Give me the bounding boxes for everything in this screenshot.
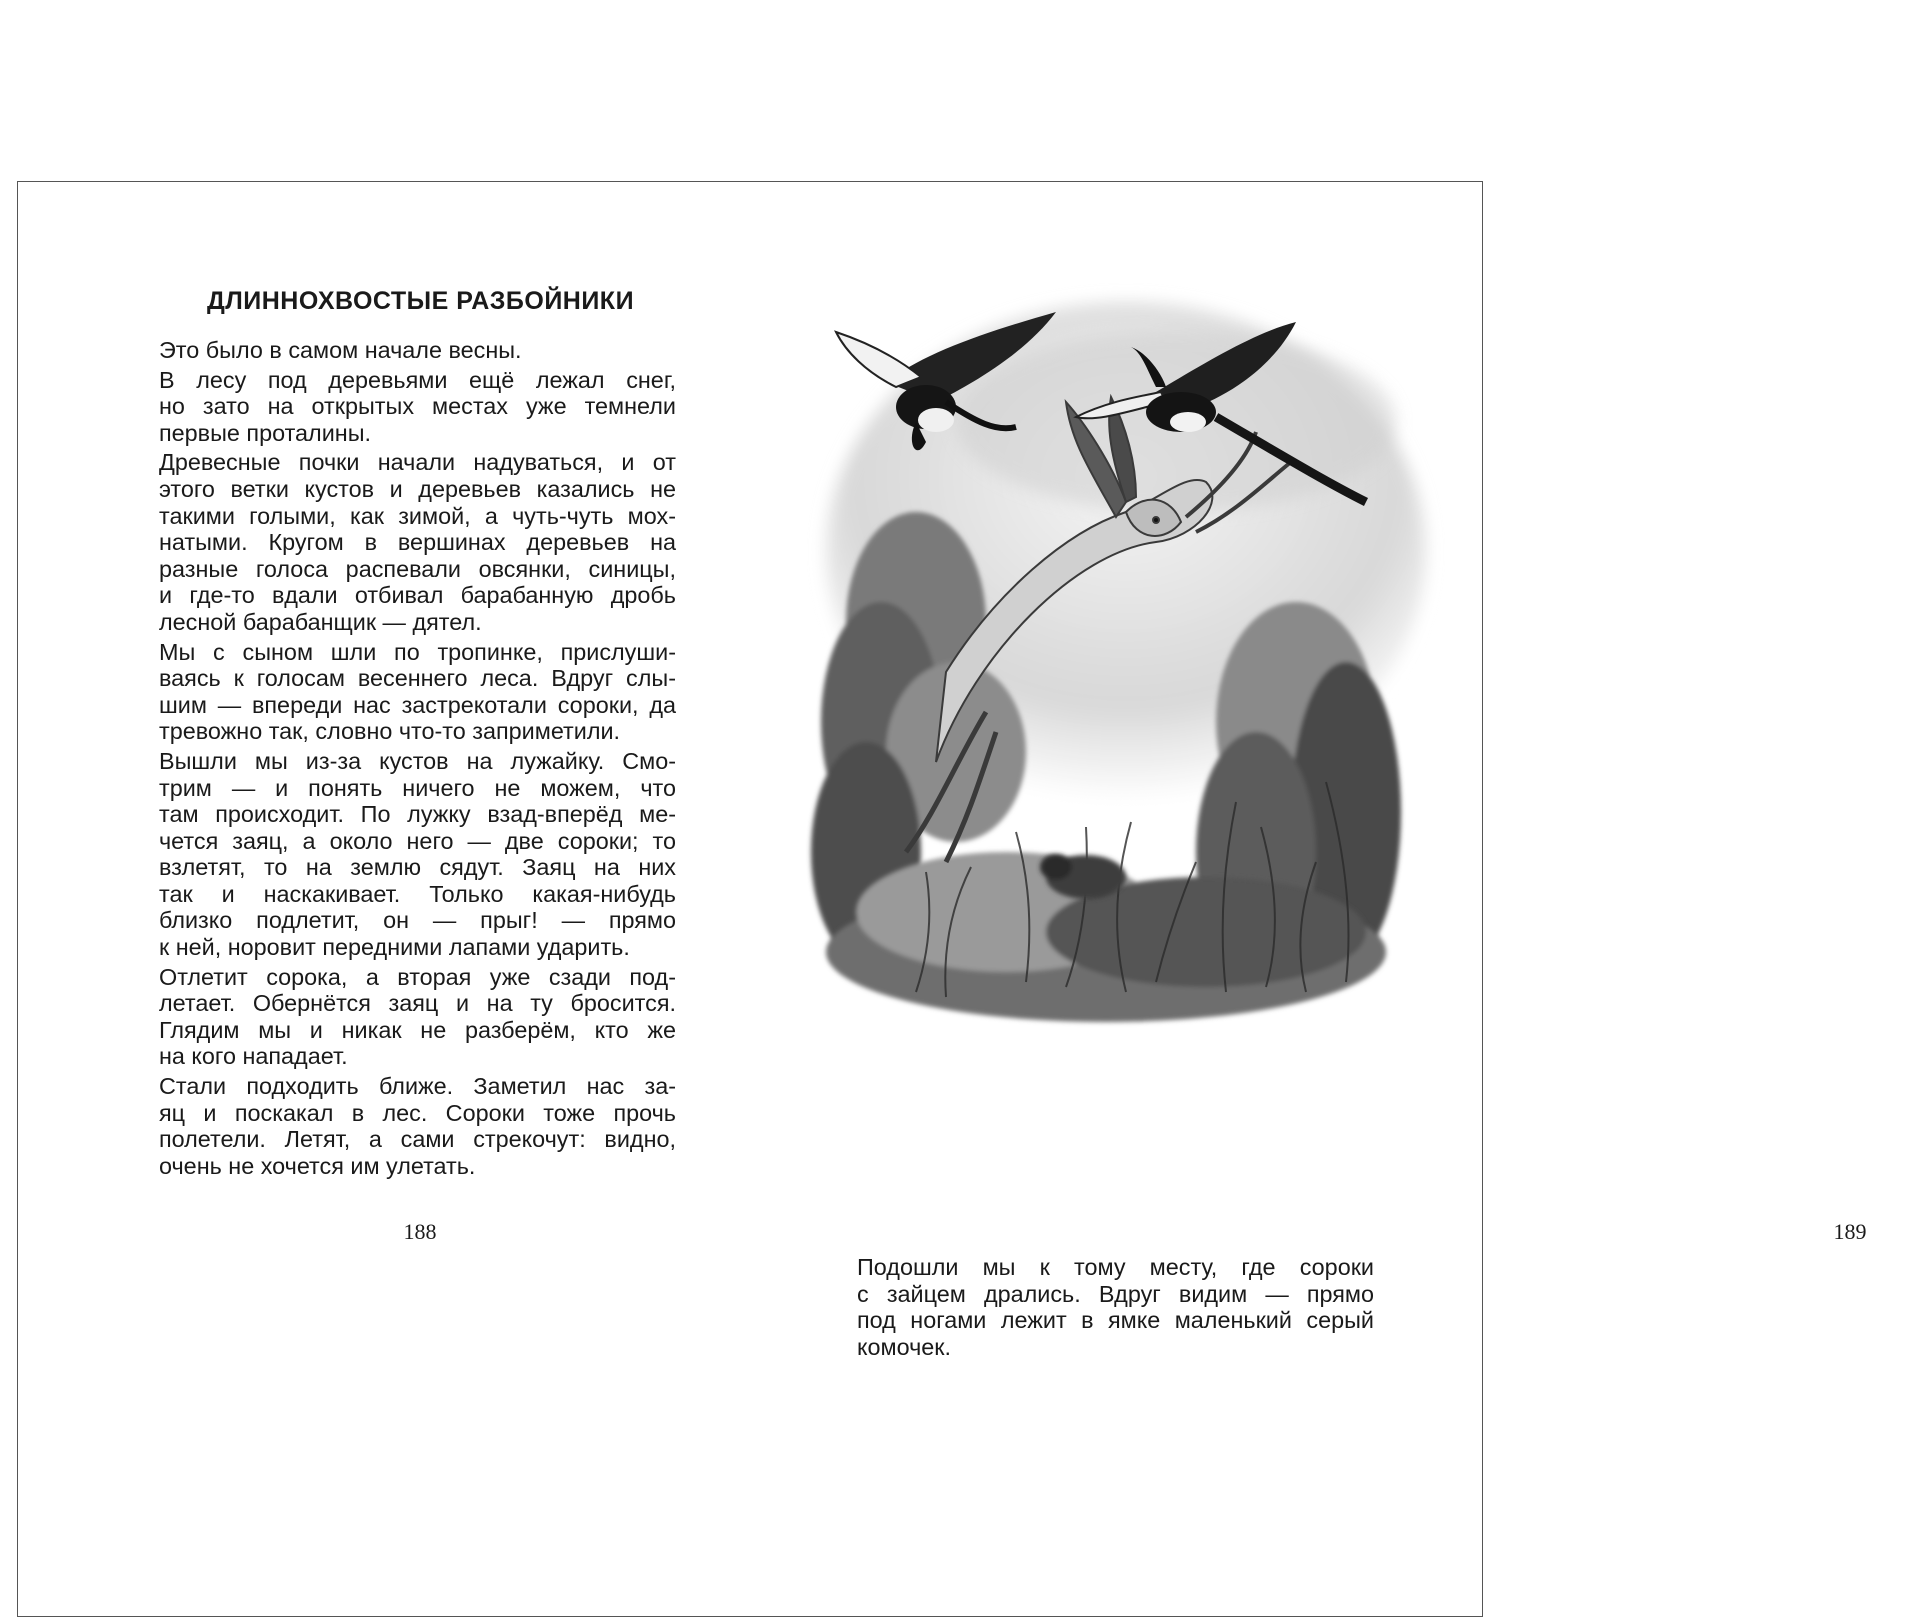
paragraph [826, 1254, 1374, 1360]
text-line: Глядим мы и никак не разберём, кто же [159, 1016, 676, 1043]
left-page [18, 182, 751, 1616]
text-line: и где-то вдали отбивал барабанную дробь [159, 582, 676, 609]
page-number-right: 189 [1833, 1219, 1867, 1244]
text-line: В лесу под деревьями ещё лежал снег, [159, 366, 676, 393]
text-line: Подошли мы к тому месту, где сороки [857, 1254, 1374, 1280]
text-line: первые проталины. [159, 419, 372, 446]
text-line: тревожно так, словно что-то заприметили. [159, 718, 621, 745]
text-line: этого ветки кустов и деревьев казались не [159, 475, 676, 502]
text-line: ваясь к голосам весеннего леса. Вдруг слы- [159, 665, 676, 692]
text-line: так и наскакивает. Только какая-нибудь [159, 880, 676, 907]
text-line: Вышли мы из-за кустов на лужайку. Смо- [159, 747, 676, 774]
text-line: Это было в самом начале весны. [159, 337, 522, 363]
text-line: Древесные почки начали надуваться, и от [159, 449, 676, 476]
text-line: под ногами лежит в ямке маленький серый [857, 1307, 1374, 1334]
left-page-text [128, 337, 676, 1182]
text-line: но зато на открытых местах уже темнели [159, 393, 676, 420]
text-line: там происходит. По лужку взад-вперёд ме- [159, 801, 676, 828]
story-title: ДЛИННОХВОСТЫЕ РАЗБОЙНИКИ [206, 287, 635, 315]
text-line: Стали подходить ближе. Заметил нас за- [159, 1073, 676, 1100]
paragraph [128, 337, 676, 364]
paragraph [128, 639, 676, 745]
book-spread [17, 181, 1867, 1617]
text-line: на кого нападает. [159, 1043, 348, 1070]
right-page-text [826, 1254, 1374, 1363]
text-line: трим — и понять ничего не можем, что [159, 774, 676, 801]
illustration-hare-and-magpies [826, 292, 1392, 1032]
text-line: комочек. [857, 1333, 952, 1360]
text-line: летает. Обернётся заяц и на ту бросится. [159, 990, 676, 1017]
text-line: разные голоса распевали овсянки, синицы, [159, 555, 676, 582]
text-line: очень не хочется им улетать. [159, 1152, 476, 1179]
text-line: натыми. Кругом в вершинах деревьев на [159, 529, 676, 556]
text-line: яц и поскакал в лес. Сороки тоже прочь [159, 1099, 676, 1126]
paragraph [128, 449, 676, 635]
paragraph [128, 964, 676, 1070]
text-line: Отлетит сорока, а вторая уже сзади под- [159, 963, 676, 990]
paragraph [128, 367, 676, 447]
text-line: чется заяц, а около него — две сороки; то [159, 827, 676, 854]
paragraph [128, 748, 676, 961]
text-line: с зайцем дрались. Вдруг видим — прямо [857, 1280, 1374, 1307]
text-line: полетели. Летят, а сами стрекочут: видно, [159, 1126, 676, 1153]
text-line: лесной барабанщик — дятел. [159, 608, 482, 635]
text-line: взлетят, то на землю сядут. Заяц на них [159, 854, 676, 881]
text-line: шим — впереди нас застрекотали сороки, да [159, 691, 676, 718]
text-line: такими голыми, как зимой, а чуть-чуть мох- [159, 502, 676, 529]
text-line: близко подлетит, он — прыг! — прямо [159, 907, 676, 934]
text-line: к ней, норовит передними лапами ударить. [159, 934, 630, 961]
text-line: Мы с сыном шли по тропинке, прислуши- [159, 638, 676, 665]
page-number-left: 188 [403, 1219, 437, 1244]
paragraph [128, 1073, 676, 1179]
